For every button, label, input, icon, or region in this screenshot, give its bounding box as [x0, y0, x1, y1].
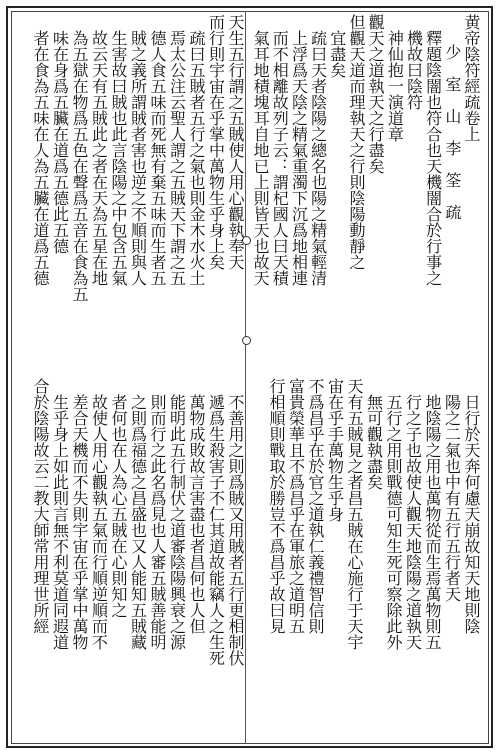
text-column: 無可觀執盡矣	[364, 394, 384, 490]
text-column: 賊之義所謂賊者害也逆之不順則與人	[128, 30, 148, 286]
text-column: 疏曰天者陰陽之總名也陽之精氣輕清	[308, 30, 328, 286]
text-column: 生乎身上如此則言無不利莫道同遐道	[50, 394, 70, 650]
text-column: 日行於天奔何慮天崩故知天地則陰	[462, 394, 481, 634]
text-column: 生害故曰賊也此言陰陽之中包含五氣	[109, 30, 128, 286]
text-column: 而行則宇宙在乎掌中萬物生乎身上矣	[206, 14, 226, 270]
right-half-upper	[251, 14, 481, 346]
text-column: 觀天之道執天之行盡矣	[366, 14, 386, 174]
center-fold-line	[245, 11, 246, 744]
text-column: 疏曰五賊者五行之氣也則金木水火土	[187, 30, 206, 286]
text-column: 不爲昌乎在於官之道執仁義禮智信則	[306, 378, 325, 634]
text-column: 之則爲福德之昌盛也又人能知五賊藏	[128, 394, 148, 650]
left-half-lower	[15, 378, 245, 741]
text-column: 故云天有五賊此之者在天為五星在地	[89, 30, 109, 286]
text-column: 則而行之此名爲見也人審五賊善能明	[148, 394, 167, 650]
text-column: 五行之用則戰德可知生死可察除此外	[384, 394, 403, 650]
text-column: 黄帝陰符經疏卷上	[462, 14, 481, 142]
text-column: 少 室 山 李 筌 疏	[442, 44, 462, 220]
text-column: 差合天機而不失則宇宙在乎掌中萬物	[70, 394, 89, 650]
text-column: 宙在乎手萬物生乎身	[325, 378, 345, 522]
text-column: 天生五行謂之五賊使人用心觀執奉天	[226, 14, 245, 270]
text-column: 故使人用心觀執五氣而行順逆順而不	[89, 394, 109, 650]
text-column: 宜盡矣	[327, 30, 347, 78]
text-column: 合於陰陽故云二教大師常用理世所經	[31, 378, 50, 634]
text-column: 為五獄在物爲五色在聲爲五音在食為五	[70, 30, 89, 302]
text-column: 能明此五行制伏之道審陰陽興衰之源	[167, 394, 187, 650]
text-column: 但觀天道而理執天之行則陰陽動靜之	[346, 14, 366, 270]
text-column: 神仙抱一演道章	[385, 30, 405, 142]
text-column: 陽之二氣也中有五行五行者天	[442, 394, 462, 602]
text-column: 天有五賊見之者昌五賊在心施行于天宇	[345, 378, 364, 650]
text-column: 富貴榮華且不爲昌乎在軍旅之道明五	[286, 378, 306, 634]
text-column: 氣耳地積塊耳自地已上則皆天也故天	[251, 30, 271, 286]
text-column: 不善用之則爲賊又用賊者五行更相制伏	[226, 394, 245, 666]
text-column: 釋題陰闇也符合也天機闇合於行事之	[423, 30, 443, 286]
text-column: 地陰陽之用也萬物從而生焉萬物則五	[423, 394, 442, 650]
left-half-upper	[15, 14, 245, 346]
text-column: 上浮爲天陰之精氣重濁下沉爲地相連	[289, 30, 309, 286]
text-column: 者在食為五味在人為五臟在道爲五德	[31, 30, 50, 286]
text-column: 德人食五味而死無有棄五味而生者五	[148, 30, 167, 286]
text-column: 萬物成敗故言害盡也者昌何也人但	[187, 394, 206, 634]
text-column: 味在身爲五臟在道爲五德此五德	[50, 30, 70, 254]
text-column: 行相順則戰取於勝豈不爲昌乎故曰見	[267, 378, 286, 634]
right-half-lower	[251, 378, 481, 741]
text-column: 行之子也故使人觀天地陰陽之道執天	[403, 394, 423, 650]
text-column: 者何也在人為心五賊在心則知之	[109, 394, 128, 618]
text-column: 機故曰陰符	[404, 30, 424, 110]
text-column: 焉太公注云聖人謂之五賊天下謂之五	[167, 30, 187, 286]
text-column: 遞爲生殺害子不仁其道故能竊人之生死	[206, 394, 226, 666]
text-column: 而不相離故列子云：謂杞國人曰天積	[270, 30, 290, 286]
